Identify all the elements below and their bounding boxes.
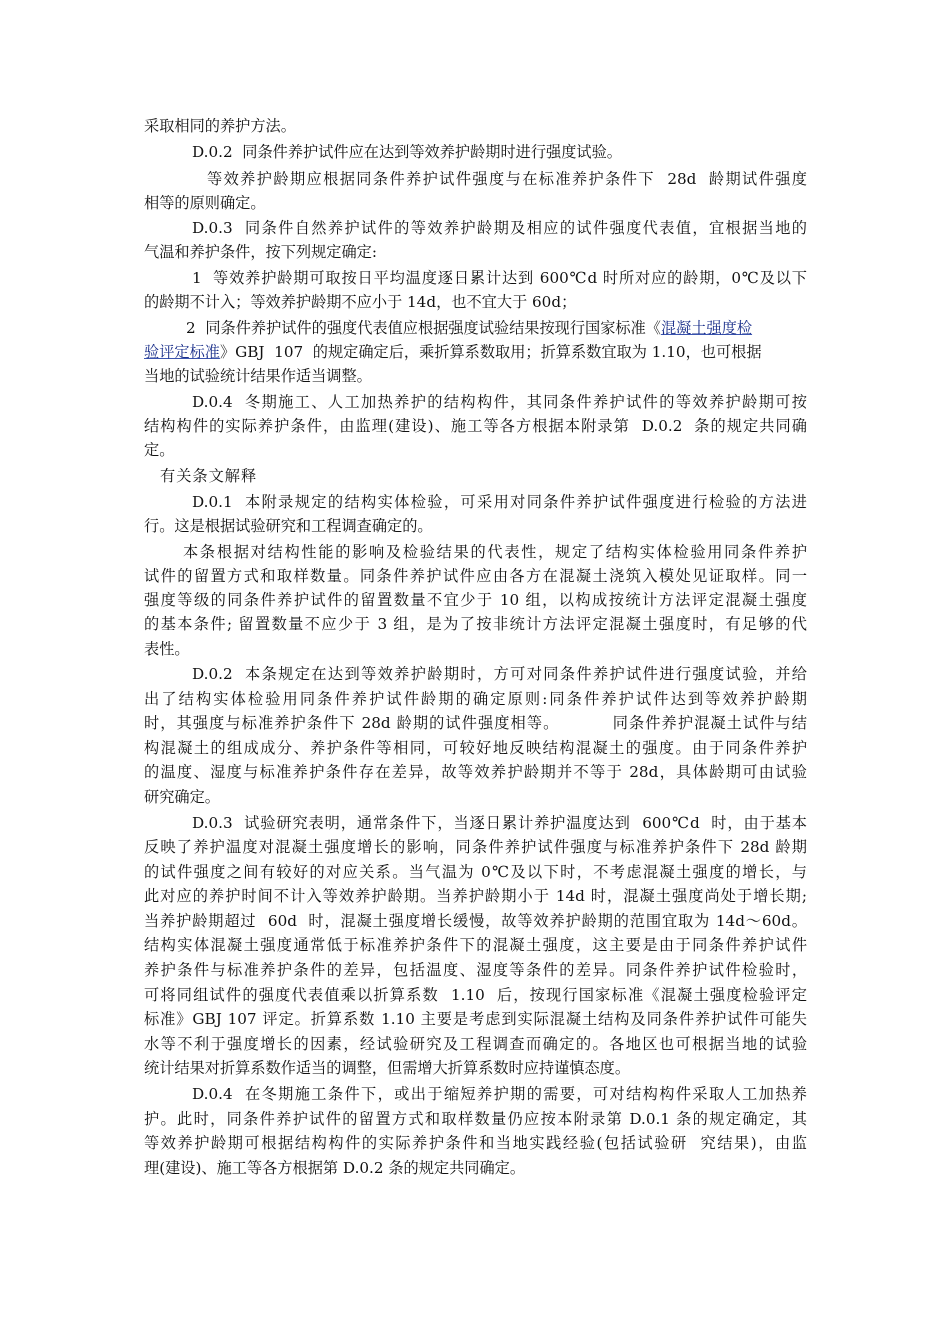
explanation-d02-heading: D.0.2 本条规定在达到等效养护龄期时，方可对同条件养护试件进行强度试验，并给 (192, 665, 807, 683)
paragraph-line: 此对应的养护时间不计入等效养护龄期。当养护龄期小于 14d 时，混凝土强度尚处于增长期; (144, 887, 807, 905)
clause-d03-heading: D.0.3 同条件自然养护试件的等效养护龄期及相应的试件强度代表值，宜根据当地的 (192, 219, 807, 237)
paragraph-line: 出了结构实体检验用同条件养护试件龄期的确定原则:同条件养护试件达到等效养护龄期 (144, 690, 807, 708)
paragraph-line: 研究确定。 (144, 788, 220, 806)
paragraph-line: 标准》GBJ 107 评定。折算系数 1.10 主要是考虑到实际混凝土结构及同条件养护试件可能失 (144, 1010, 807, 1028)
paragraph-line: 表性。 (144, 640, 190, 658)
standard-link[interactable]: 混凝土强度检 (660, 319, 753, 337)
paragraph-line: 试件的留置方式和取样数量。同条件养护试件应由各方在混凝土浇筑入模处见证取样。同一 (144, 567, 807, 585)
paragraph-line: 结构构件的实际养护条件，由监理(建设)、施工等各方根据本附录第 D.0.2 条的规定共同确 (144, 417, 807, 435)
paragraph-line: 反映了养护温度对混凝土强度增长的影响，同条件养护试件强度与标准养护条件下 28d 龄期 (144, 838, 807, 856)
paragraph-line: 构混凝土的组成成分、养护条件等相同，可较好地反映结构混凝土的强度。由于同条件养护 (144, 739, 807, 757)
paragraph-line: 强度等级的同条件养护试件的留置数量不宜少于 10 组，以构成按统计方法评定混凝土强度 (144, 591, 807, 609)
paragraph-line: 本条根据对结构性能的影响及检验结果的代表性，规定了结构实体检验用同条件养护 (183, 543, 807, 561)
paragraph-line: 护。此时，同条件养护试件的留置方式和取样数量仍应按本附录第 D.0.1 条的规定确定，其 (144, 1110, 807, 1128)
explanation-d04-heading: D.0.4 在冬期施工条件下，或出于缩短养护期的需要，可对结构构件采取人工加热养 (192, 1085, 807, 1103)
paragraph-line: 可将同组试件的强度代表值乘以折算系数 1.10 后，按现行国家标准《混凝土强度检验评定 (144, 986, 807, 1004)
paragraph-line: 养护条件与标准养护条件的差异，包括温度、湿度等条件的差异。同条件养护试件检验时， (144, 961, 807, 979)
paragraph-line: 相等的原则确定。 (144, 194, 266, 212)
paragraph-line (144, 341, 762, 363)
paragraph-line: 的试件强度之间有较好的对应关系。当气温为 0℃及以下时，不考虑混凝土强度的增长，与 (144, 863, 807, 881)
paragraph-line: 行。这是根据试验研究和工程调查确定的。 (144, 517, 433, 535)
list-item-2-text: 2 同条件养护试件的强度代表值应根据强度试验结果按现行国家标准《 (186, 319, 661, 337)
paragraph-line: 气温和养护条件，按下列规定确定: (144, 243, 377, 261)
paragraph-line: 等效养护龄期应根据同条件养护试件强度与在标准养护条件下 28d 龄期试件强度 (207, 170, 807, 188)
paragraph-text: 》GBJ 107 的规定确定后，乘折算系数取用；折算系数宜取为 1.10，也可根据 (219, 343, 762, 361)
paragraph-line: 的龄期不计入；等效养护龄期不应小于 14d，也不宜大于 60d； (144, 293, 577, 311)
paragraph-line: 当地的试验统计结果作适当调整。 (144, 367, 372, 385)
paragraph-line: 的温度、湿度与标准养护条件存在差异，故等效养护龄期并不等于 28d，具体龄期可由试验 (144, 763, 807, 781)
paragraph-line: 统计结果对折算系数作适当的调整，但需增大折算系数时应持谨慎态度。 (144, 1059, 630, 1077)
paragraph-line: 水等不利于强度增长的因素，经试验研究及工程调查而确定的。各地区也可根据当地的试验 (144, 1035, 807, 1053)
paragraph-line: 理(建设)、施工等各方根据第 D.0.2 条的规定共同确定。 (144, 1159, 526, 1177)
clause-d02-heading: D.0.2 同条件养护试件应在达到等效养护龄期时进行强度试验。 (192, 143, 622, 161)
section-heading: 有关条文解释 (160, 467, 258, 485)
paragraph-line: 当养护龄期超过 60d 时，混凝土强度增长缓慢，故等效养护龄期的范围宜取为 14d～60d。 (144, 912, 807, 930)
paragraph-line: 等效养护龄期可根据结构构件的实际养护条件和当地实践经验(包括试验研 究结果)，由监 (144, 1134, 807, 1152)
list-item-2 (186, 317, 752, 339)
clause-d04-heading: D.0.4 冬期施工、人工加热养护的结构构件，其同条件养护试件的等效养护龄期可按 (192, 393, 807, 411)
paragraph-line: 时，其强度与标准养护条件下 28d 龄期的试件强度相等。 同条件养护混凝土试件与结 (144, 714, 807, 732)
explanation-d03-heading: D.0.3 试验研究表明，通常条件下，当逐日累计养护温度达到 600℃d 时，由于基本 (192, 814, 807, 832)
paragraph-line: 的基本条件; 留置数量不应少于 3 组，是为了按非统计方法评定混凝土强度时，有足够的代 (144, 615, 807, 633)
standard-link-continued[interactable]: 验评定标准 (144, 343, 220, 361)
explanation-d01-heading: D.0.1 本附录规定的结构实体检验，可采用对同条件养护试件强度进行检验的方法进 (192, 493, 807, 511)
paragraph-line: 结构实体混凝土强度通常低于标准养护条件下的混凝土强度，这主要是由于同条件养护试件 (144, 936, 807, 954)
list-item-1: 1 等效养护龄期可取按日平均温度逐日累计达到 600℃d 时所对应的龄期，0℃及以下 (192, 269, 807, 287)
paragraph-line: 定。 (144, 441, 175, 459)
paragraph-line: 采取相同的养护方法。 (144, 117, 296, 135)
